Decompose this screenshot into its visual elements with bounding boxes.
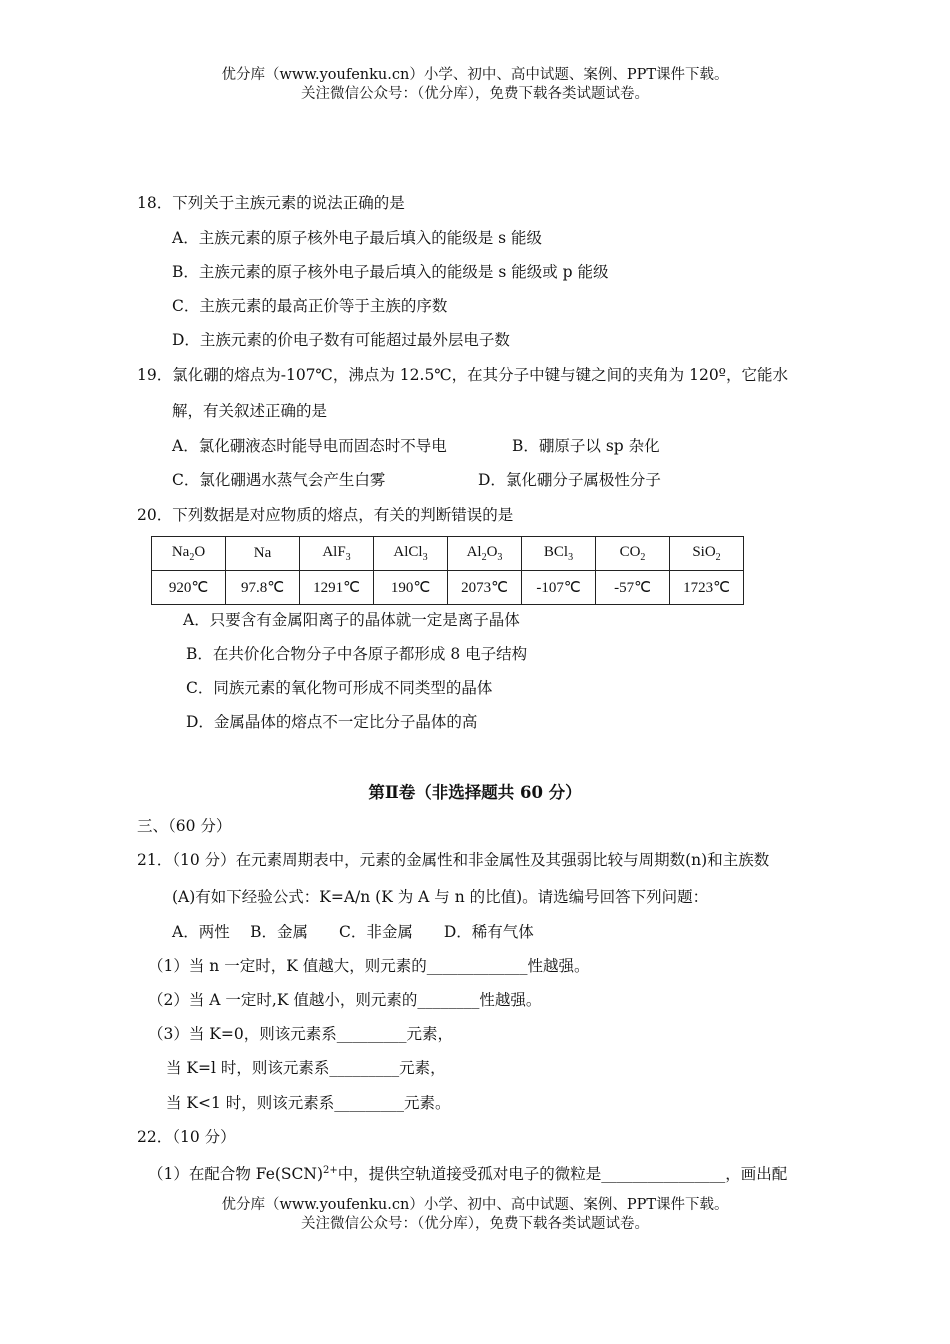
q20-option-c: C．同族元素的氧化物可形成不同类型的晶体	[186, 679, 493, 697]
q18-option-b: B．主族元素的原子核外电子最后填入的能级是 s 能级或 p 能级	[172, 263, 609, 281]
q21-part-1: （1）当 n 一定时，K 值越大，则元素的_____________性越强。	[148, 957, 590, 975]
q22-part-1: （1）在配合物 Fe(SCN)$^{2+}$中，提供空轨道接受孤对电子的微粒是________________，画出配	[148, 1165, 788, 1184]
table-header-cell: $Al_2O_3$	[448, 537, 522, 571]
header-line-2: 关注微信公众号：（优分库），免费下载各类试题试卷。	[301, 86, 649, 102]
table-header-cell: SiO$_2$	[670, 537, 744, 571]
table-cell: 97.8℃	[226, 571, 300, 605]
q20-option-a: A．只要含有金属阳离子的晶体就一定是离子晶体	[183, 611, 520, 629]
q19-option-b: B．硼原子以 sp 杂化	[512, 437, 660, 455]
table-cell: -57℃	[596, 571, 670, 605]
q21-part-3: （3）当 K=0，则该元素系_________元素，	[148, 1025, 453, 1043]
q18-option-d: D．主族元素的价电子数有可能超过最外层电子数	[172, 331, 510, 349]
table-cell: 920℃	[152, 571, 226, 605]
table-header-row	[152, 537, 744, 571]
q20-option-b: B．在共价化合物分子中各原子都形成 8 电子结构	[186, 645, 528, 663]
header-line-1: 优分库（www.youfenku.cn）小学、初中、高中试题、案例、PPT课件下载。	[221, 67, 729, 83]
table-header-cell: AlCl$_3$	[374, 537, 448, 571]
table-header-cell: $CO_2$	[596, 537, 670, 571]
q18-option-c: C．主族元素的最高正价等于主族的序数	[172, 297, 448, 315]
page-header	[0, 66, 950, 104]
table-header-cell: Na	[226, 537, 300, 571]
table-cell: 2073℃	[448, 571, 522, 605]
q19-option-c: C．氯化硼遇水蒸气会产生白雾	[172, 471, 386, 489]
table-cell: 1723℃	[670, 571, 744, 605]
q19-stem-line1: 19．氯化硼的熔点为-107℃，沸点为 12.5℃，在其分子中键与键之间的夹角为 120º，它能水	[137, 366, 788, 384]
table-header-cell: BCl$_3$	[522, 537, 596, 571]
q21-options: A．两性 B．金属 C．非金属 D．稀有气体	[172, 923, 534, 941]
q19-option-a: A．氯化硼液态时能导电而固态时不导电	[172, 437, 447, 455]
q21-stem-line1: 21．（10 分）在元素周期表中，元素的金属性和非金属性及其强弱比较与周期数(n)和主族数	[137, 851, 770, 869]
table-cell: 190℃	[374, 571, 448, 605]
q19-option-d: D．氯化硼分子属极性分子	[478, 471, 661, 489]
melting-point-table	[151, 536, 744, 605]
q21-part-3b: 当 K=l 时，则该元素系_________元素，	[166, 1059, 446, 1077]
q20-option-d: D．金属晶体的熔点不一定比分子晶体的高	[186, 713, 478, 731]
q20-stem: 20．下列数据是对应物质的熔点，有关的判断错误的是	[137, 506, 514, 524]
footer-line-2: 关注微信公众号：（优分库），免费下载各类试题试卷。	[301, 1216, 649, 1232]
q18-stem: 18．下列关于主族元素的说法正确的是	[137, 194, 405, 212]
q18-option-a: A．主族元素的原子核外电子最后填入的能级是 s 能级	[172, 229, 543, 247]
section-title: 第Ⅱ卷（非选择题共 60 分）	[368, 783, 582, 802]
q21-part-2: （2）当 A 一定时,K 值越小，则元素的________性越强。	[148, 991, 542, 1009]
q22-stem: 22．（10 分）	[137, 1128, 236, 1146]
q21-stem-line2: (A)有如下经验公式：K=A/n (K 为 A 与 n 的比值)。请选编号回答下列问题：	[172, 888, 709, 906]
table-cell: -107℃	[522, 571, 596, 605]
table-cell: 1291℃	[300, 571, 374, 605]
footer-line-1: 优分库（www.youfenku.cn）小学、初中、高中试题、案例、PPT课件下载。	[221, 1197, 729, 1213]
table-row	[152, 571, 744, 605]
section-part: 三、（60 分）	[137, 817, 232, 835]
q19-stem-line2: 解，有关叙述正确的是	[172, 402, 328, 420]
table-header-cell: $Na_2O$	[152, 537, 226, 571]
q21-part-3c: 当 K<1 时，则该元素系_________元素。	[166, 1094, 451, 1112]
table-header-cell: AlF$_3$	[300, 537, 374, 571]
page-footer	[0, 1196, 950, 1234]
